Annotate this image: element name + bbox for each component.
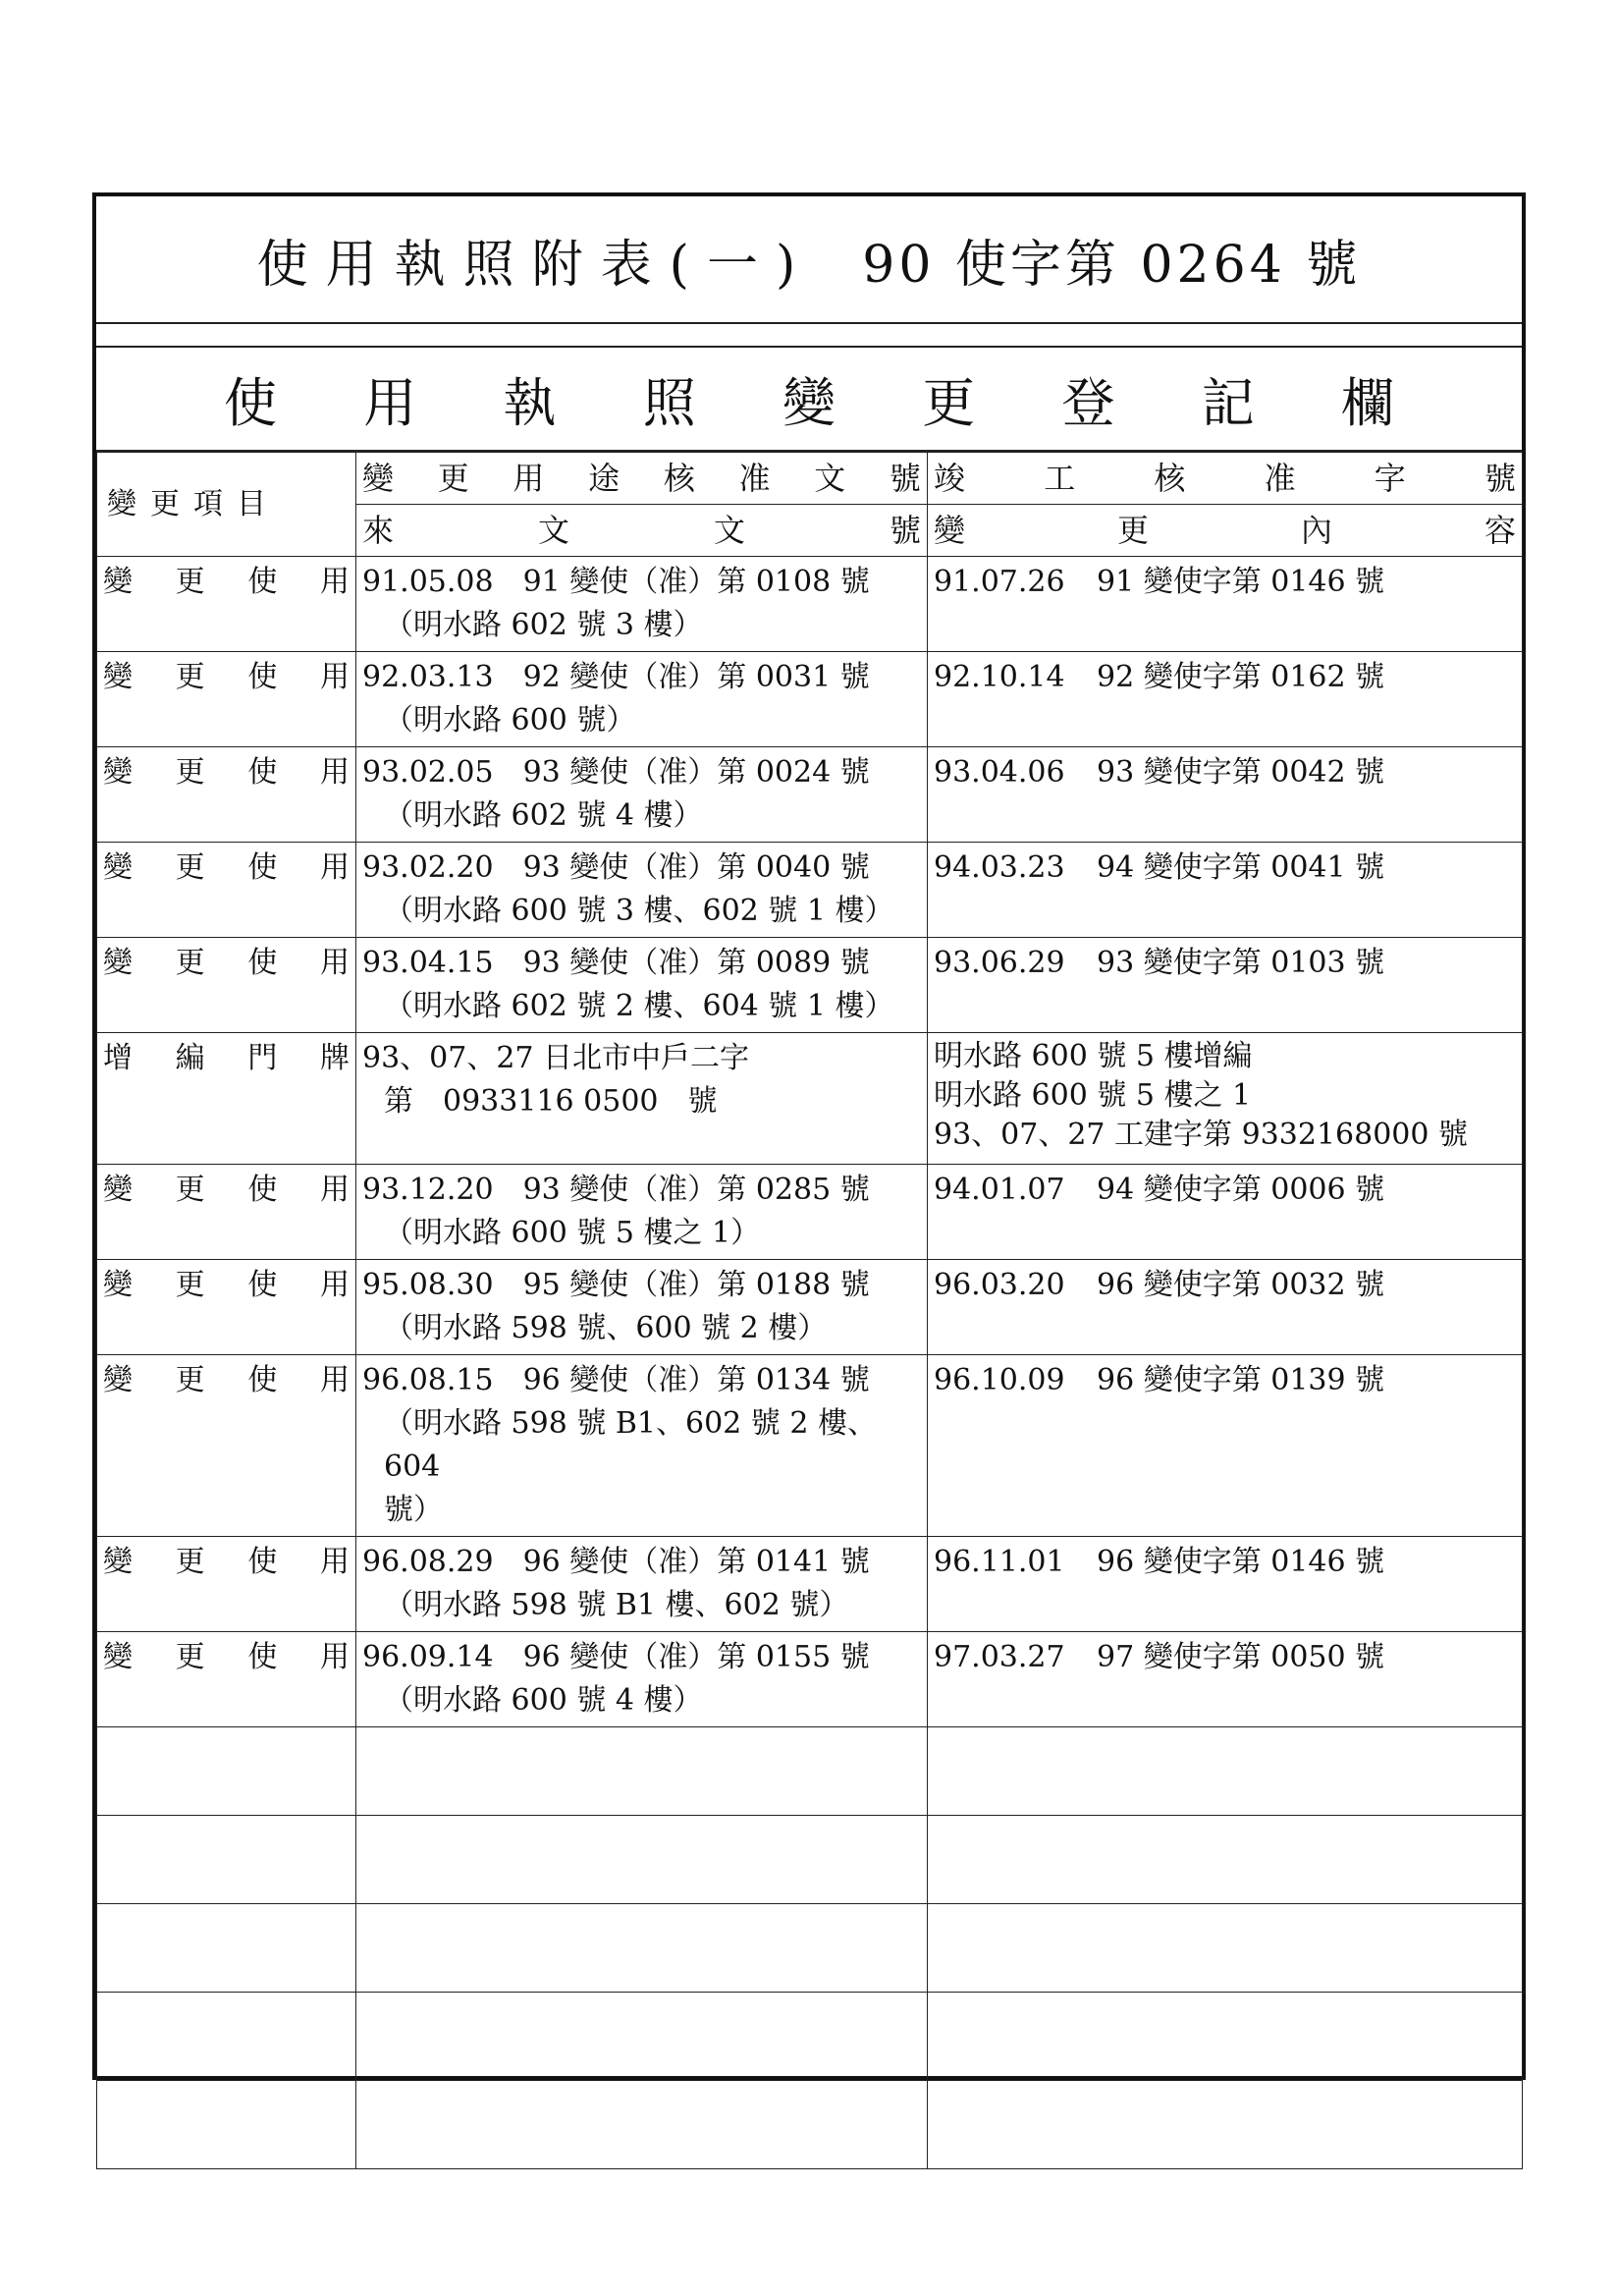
approval-doc-cell (356, 1537, 928, 1632)
approval-date: 91.07.26 (934, 565, 1065, 599)
item-char: 用 (319, 850, 350, 885)
empty-cell (928, 2081, 1523, 2169)
doc-line: 91.05.08 91 變使（准）第 0108 號 (362, 565, 870, 599)
header-incoming-doc (356, 505, 928, 557)
completion-approval-cell (928, 1632, 1523, 1727)
hdr-char: 竣 (934, 460, 966, 497)
approval-line (934, 1169, 1516, 1212)
doc-line: 93.02.05 93 變使（准）第 0024 號 (362, 755, 870, 790)
doc-line: 93.12.20 93 變使（准）第 0285 號 (362, 1173, 870, 1207)
item-char: 用 (319, 1640, 350, 1674)
change-item (103, 1264, 350, 1307)
header-completion-approval (928, 453, 1523, 505)
heading-char: 記 (1201, 371, 1255, 434)
heading-char: 登 (1061, 371, 1115, 434)
hdr-char: 工 (1044, 460, 1076, 497)
heading-char: 使 (224, 371, 277, 434)
permit-sheet (92, 192, 1526, 2080)
empty-row (97, 1993, 1523, 2081)
doc-line: 96.08.15 96 變使（准）第 0134 號 (362, 1363, 870, 1397)
item-char: 更 (175, 660, 205, 694)
change-item (103, 751, 350, 794)
completion-approval-cell (928, 747, 1523, 843)
empty-cell (928, 1993, 1523, 2081)
empty-cell (928, 1816, 1523, 1904)
approval-date: 94.03.23 (934, 850, 1065, 885)
item-char: 使 (247, 1268, 278, 1302)
item-char: 用 (319, 755, 350, 790)
doc-line: 95.08.30 95 變使（准）第 0188 號 (362, 1268, 870, 1302)
item-char: 變 (103, 660, 133, 694)
approval-line (934, 656, 1516, 699)
change-item-cell (97, 938, 356, 1033)
empty-cell (97, 2081, 356, 2169)
change-item (103, 1636, 350, 1679)
approval-date: 97.03.27 (934, 1640, 1065, 1674)
empty-cell (356, 1993, 928, 2081)
heading-char: 欄 (1341, 371, 1394, 434)
doc-line: （明水路 600 號 4 樓） (384, 1683, 703, 1718)
approval-doc-cell (356, 1632, 928, 1727)
hdr-char: 文 (537, 512, 569, 549)
approval-doc-cell (356, 1355, 928, 1537)
table-header-row-1 (97, 453, 1523, 505)
table-row (97, 652, 1523, 747)
item-char: 變 (103, 1640, 133, 1674)
item-char: 使 (247, 1363, 278, 1397)
change-item-cell (97, 1537, 356, 1632)
hdr-char: 用 (512, 460, 545, 497)
approval-number: 94 變使字第 0041 號 (1097, 850, 1385, 885)
approval-line: 93、07、27 工建字第 9332168000 號 (934, 1118, 1468, 1152)
empty-cell (356, 1727, 928, 1816)
change-item (103, 1541, 350, 1584)
change-item-cell (97, 1165, 356, 1260)
item-char: 變 (103, 1545, 133, 1579)
item-char: 使 (247, 565, 278, 599)
approval-line (934, 561, 1516, 604)
approval-date: 96.10.09 (934, 1363, 1065, 1397)
title-text: 使用執照附表(一) (256, 235, 814, 295)
item-char: 牌 (319, 1041, 350, 1075)
approval-doc-cell (356, 1033, 928, 1165)
approval-doc-cell (356, 652, 928, 747)
empty-cell (97, 1993, 356, 2081)
doc-line: （明水路 598 號 B1、602 號 2 樓、604 (384, 1406, 877, 1484)
heading-char: 更 (922, 371, 976, 434)
hdr-char: 號 (889, 512, 921, 549)
completion-approval-cell (928, 1260, 1523, 1355)
approval-number: 94 變使字第 0006 號 (1097, 1173, 1385, 1207)
empty-row (97, 1816, 1523, 1904)
doc-line: 93.04.15 93 變使（准）第 0089 號 (362, 946, 870, 980)
item-char: 使 (247, 1640, 278, 1674)
item-char: 增 (103, 1041, 133, 1075)
empty-row (97, 1727, 1523, 1816)
completion-approval-cell (928, 1537, 1523, 1632)
hdr-char: 核 (663, 460, 695, 497)
approval-number: 96 變使字第 0146 號 (1097, 1545, 1385, 1579)
change-item-cell (97, 652, 356, 747)
table-row (97, 557, 1523, 652)
hdr-char: 准 (738, 460, 771, 497)
change-item-cell (97, 1260, 356, 1355)
item-char: 使 (247, 660, 278, 694)
item-char: 更 (175, 755, 205, 790)
table-row (97, 1537, 1523, 1632)
item-char: 變 (103, 565, 133, 599)
table-row (97, 938, 1523, 1033)
item-char: 用 (319, 1545, 350, 1579)
heading-char: 照 (642, 371, 696, 434)
hdr-char: 號 (889, 460, 921, 497)
change-item (103, 1359, 350, 1402)
table-row (97, 1355, 1523, 1537)
doc-line: 93.02.20 93 變使（准）第 0040 號 (362, 850, 870, 885)
item-char: 使 (247, 755, 278, 790)
approval-line: 明水路 600 號 5 樓之 1 (934, 1078, 1252, 1113)
doc-line: （明水路 602 號 4 樓） (384, 798, 703, 833)
item-char: 用 (319, 1363, 350, 1397)
item-char: 更 (175, 1268, 205, 1302)
header-change-content (928, 505, 1523, 557)
empty-cell (97, 1816, 356, 1904)
item-char: 用 (319, 1173, 350, 1207)
header-approval-doc (356, 453, 928, 505)
approval-number: 96 變使字第 0032 號 (1097, 1268, 1385, 1302)
approval-number: 93 變使字第 0103 號 (1097, 946, 1385, 980)
table-row (97, 1260, 1523, 1355)
change-item-cell (97, 843, 356, 938)
approval-line (934, 1264, 1516, 1307)
table-row (97, 843, 1523, 938)
hdr-char: 內 (1300, 512, 1332, 549)
approval-line (934, 1359, 1516, 1402)
doc-line: （明水路 598 號 B1 樓、602 號） (384, 1588, 849, 1622)
approval-doc-cell (356, 1260, 928, 1355)
empty-cell (356, 1816, 928, 1904)
approval-date: 96.11.01 (934, 1545, 1065, 1579)
approval-doc-cell (356, 1165, 928, 1260)
approval-number: 97 變使字第 0050 號 (1097, 1640, 1385, 1674)
doc-line: （明水路 602 號 2 樓、604 號 1 樓） (384, 989, 894, 1023)
hdr-char: 變 (934, 512, 966, 549)
item-char: 編 (175, 1041, 205, 1075)
item-char: 變 (103, 850, 133, 885)
change-item-cell (97, 747, 356, 843)
approval-number: 92 變使字第 0162 號 (1097, 660, 1385, 694)
approval-date: 96.03.20 (934, 1268, 1065, 1302)
hdr-char: 更 (1116, 512, 1149, 549)
item-char: 更 (175, 1545, 205, 1579)
completion-approval-cell (928, 938, 1523, 1033)
approval-date: 92.10.14 (934, 660, 1065, 694)
doc-line: 號） (384, 1493, 443, 1527)
section-heading (96, 346, 1522, 452)
item-char: 變 (103, 1173, 133, 1207)
approval-line (934, 942, 1516, 985)
approval-date: 93.06.29 (934, 946, 1065, 980)
heading-char: 變 (782, 371, 836, 434)
doc-line: 96.08.29 96 變使（准）第 0141 號 (362, 1545, 870, 1579)
item-char: 用 (319, 565, 350, 599)
item-char: 用 (319, 946, 350, 980)
change-item (103, 1037, 350, 1080)
approval-doc-cell (356, 557, 928, 652)
hdr-char: 文 (713, 512, 745, 549)
doc-line: 第 0933116 0500 號 (384, 1084, 718, 1119)
approval-number: 91 變使字第 0146 號 (1097, 565, 1385, 599)
doc-line: （明水路 600 號 5 樓之 1） (384, 1216, 761, 1250)
item-char: 用 (319, 660, 350, 694)
change-item (103, 942, 350, 985)
approval-number: 96 變使字第 0139 號 (1097, 1363, 1385, 1397)
empty-cell (928, 1904, 1523, 1993)
item-char: 變 (103, 1363, 133, 1397)
approval-date: 93.04.06 (934, 755, 1065, 790)
hdr-char: 變 (362, 460, 395, 497)
approval-doc-cell (356, 938, 928, 1033)
completion-approval-cell (928, 1355, 1523, 1537)
item-char: 門 (247, 1041, 278, 1075)
item-char: 更 (175, 1363, 205, 1397)
hdr-char: 途 (588, 460, 620, 497)
table-row (97, 1632, 1523, 1727)
heading-char: 用 (363, 371, 417, 434)
doc-line: （明水路 598 號、600 號 2 樓） (384, 1311, 828, 1345)
table-row (97, 1165, 1523, 1260)
approval-line (934, 1541, 1516, 1584)
hdr-char: 准 (1264, 460, 1296, 497)
approval-doc-cell (356, 747, 928, 843)
hdr-char: 來 (362, 512, 395, 549)
change-item-cell (97, 1355, 356, 1537)
item-char: 變 (103, 946, 133, 980)
item-char: 使 (247, 1545, 278, 1579)
doc-line: （明水路 600 號 3 樓、602 號 1 樓） (384, 894, 894, 928)
change-item (103, 1169, 350, 1212)
completion-approval-cell (928, 557, 1523, 652)
item-char: 更 (175, 565, 205, 599)
empty-cell (356, 2081, 928, 2169)
approval-line: 明水路 600 號 5 樓增編 (934, 1039, 1253, 1073)
item-char: 使 (247, 946, 278, 980)
empty-row (97, 2081, 1523, 2169)
hdr-char: 更 (437, 460, 469, 497)
item-char: 變 (103, 1268, 133, 1302)
doc-line: （明水路 600 號） (384, 703, 636, 738)
change-register-table (96, 452, 1523, 2169)
completion-approval-cell (928, 843, 1523, 938)
doc-line: 92.03.13 92 變使（准）第 0031 號 (362, 660, 870, 694)
empty-row (97, 1904, 1523, 1993)
table-row (97, 1033, 1523, 1165)
completion-approval-cell (928, 1033, 1523, 1165)
change-item (103, 561, 350, 604)
permit-number: 90 使字第 0264 號 (862, 235, 1362, 295)
header-change-item: 變更項目 (97, 453, 356, 557)
empty-cell (97, 1727, 356, 1816)
page-title (96, 196, 1522, 324)
item-char: 變 (103, 755, 133, 790)
approval-date: 94.01.07 (934, 1173, 1065, 1207)
empty-cell (97, 1904, 356, 1993)
approval-number: 93 變使字第 0042 號 (1097, 755, 1385, 790)
item-char: 更 (175, 1640, 205, 1674)
empty-cell (928, 1727, 1523, 1816)
item-char: 更 (175, 1173, 205, 1207)
change-item (103, 847, 350, 890)
change-item-cell (97, 1033, 356, 1165)
approval-doc-cell (356, 843, 928, 938)
doc-line: 93、07、27 日北市中戶二字 (362, 1041, 750, 1075)
completion-approval-cell (928, 1165, 1523, 1260)
change-item-cell (97, 557, 356, 652)
item-char: 更 (175, 850, 205, 885)
hdr-char: 核 (1154, 460, 1186, 497)
doc-line: （明水路 602 號 3 樓） (384, 608, 703, 642)
item-char: 更 (175, 946, 205, 980)
table-row (97, 747, 1523, 843)
heading-char: 執 (503, 371, 557, 434)
item-char: 用 (319, 1268, 350, 1302)
change-item-cell (97, 1632, 356, 1727)
item-char: 使 (247, 1173, 278, 1207)
change-item (103, 656, 350, 699)
completion-approval-cell (928, 652, 1523, 747)
item-char: 使 (247, 850, 278, 885)
hdr-char: 文 (814, 460, 846, 497)
doc-line: 96.09.14 96 變使（准）第 0155 號 (362, 1640, 870, 1674)
approval-line (934, 847, 1516, 890)
hdr-char: 號 (1483, 460, 1516, 497)
approval-line (934, 1636, 1516, 1679)
hdr-char: 容 (1483, 512, 1516, 549)
empty-cell (356, 1904, 928, 1993)
approval-line (934, 751, 1516, 794)
hdr-char: 字 (1374, 460, 1406, 497)
